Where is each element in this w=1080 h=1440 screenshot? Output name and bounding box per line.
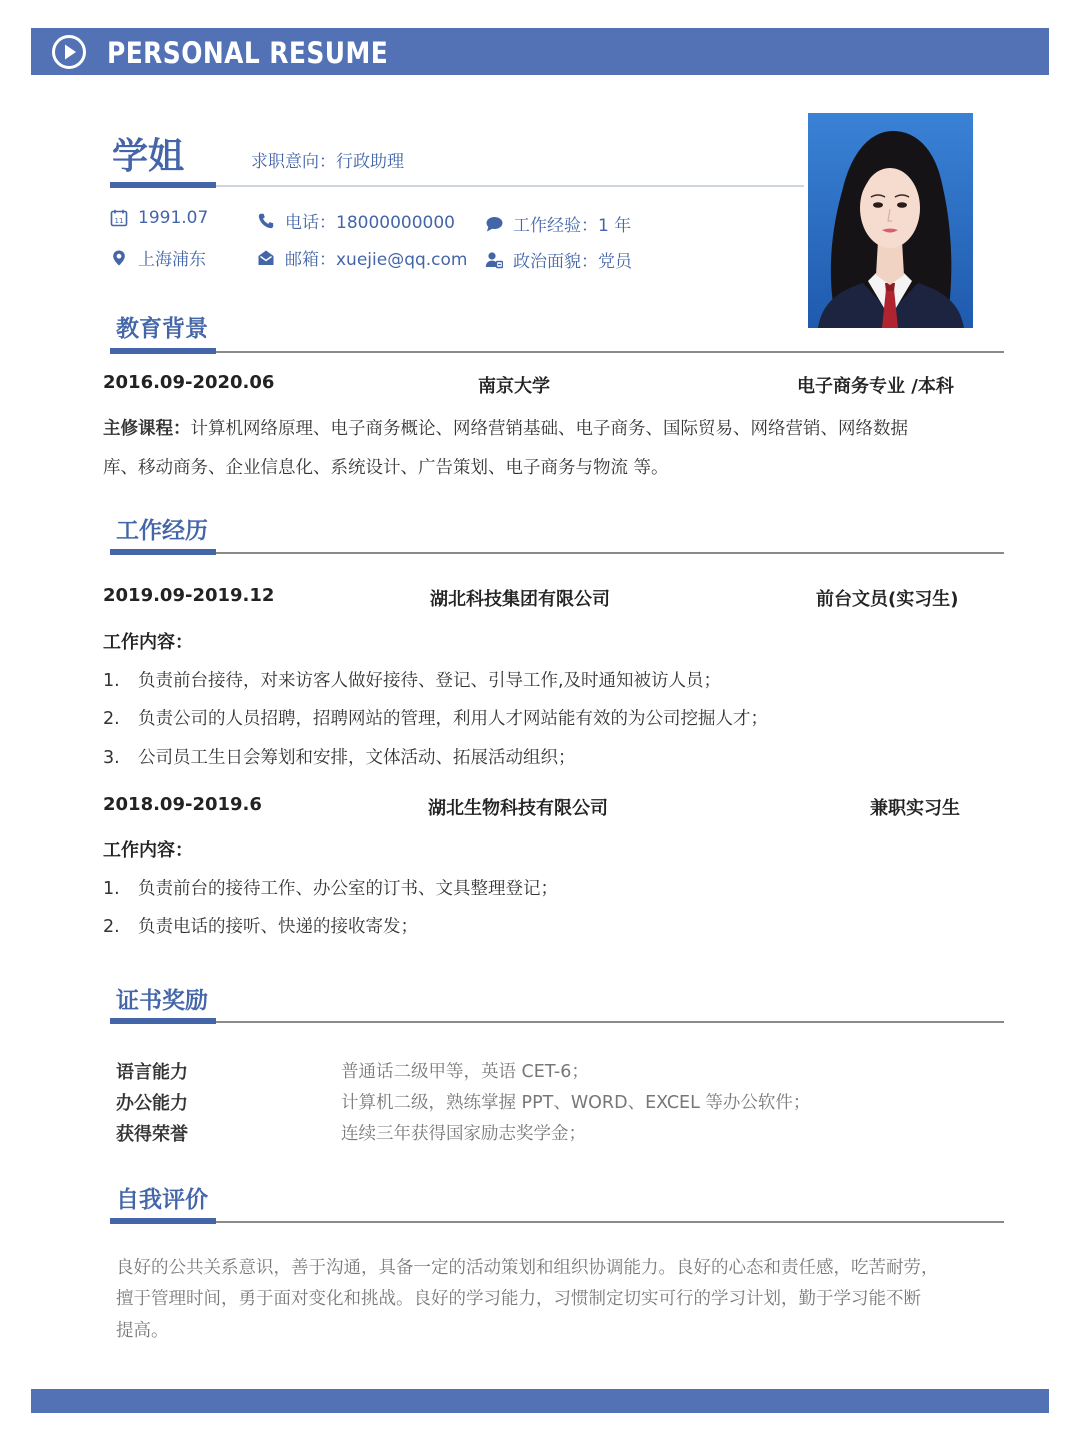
work-divider xyxy=(216,552,1004,554)
education-period: 2016.09-2020.06 xyxy=(103,372,275,393)
job-1-item-2: 2. 负责公司的人员招聘，招聘网站的管理，利用人才网站能有效的为公司挖掘人才； xyxy=(103,709,768,729)
banner-title: PERSONAL RESUME xyxy=(107,36,389,70)
email-text: 邮箱：xuejie@qq.com xyxy=(285,250,468,270)
certificates-divider xyxy=(216,1021,1004,1023)
evaluation-line-1: 良好的公共关系意识，善于沟通，具备一定的活动策划和组织协调能力。良好的心态和责任感，吃苦耐劳， xyxy=(116,1258,939,1278)
job-1-company: 湖北科技集团有限公司 xyxy=(430,589,610,610)
evaluation-line-3: 提高。 xyxy=(116,1321,169,1341)
header-divider xyxy=(216,185,804,187)
evaluation-accent-bar xyxy=(110,1218,216,1224)
certificates-accent-bar xyxy=(110,1018,216,1024)
evaluation-divider xyxy=(216,1221,1004,1223)
education-school: 南京大学 xyxy=(478,376,550,397)
portrait-illustration xyxy=(808,113,973,328)
job-1-item-1: 1. 负责前台接待，对来访客人做好接待、登记、引导工作,及时通知被访人员； xyxy=(103,671,722,691)
birth-date xyxy=(110,208,208,228)
location-text: 上海浦东 xyxy=(138,250,206,270)
education-major: 电子商务专业 /本科 xyxy=(797,376,954,397)
phone-icon xyxy=(257,212,275,230)
cert-value-honors: 连续三年获得国家励志奖学金； xyxy=(341,1124,586,1144)
work-accent-bar xyxy=(110,549,216,555)
profile-photo xyxy=(808,113,973,328)
work-experience xyxy=(485,211,631,236)
job-2-period: 2018.09-2019.6 xyxy=(103,794,262,815)
work-experience-text: 工作经验：1 年 xyxy=(513,216,632,236)
candidate-name: 学姐 xyxy=(112,136,185,177)
cert-label-office: 办公能力 xyxy=(116,1093,188,1114)
phone xyxy=(257,208,455,233)
chat-bubble-icon xyxy=(485,215,503,233)
bottom-banner xyxy=(31,1389,1049,1413)
education-divider xyxy=(216,351,1004,353)
mail-icon xyxy=(257,249,275,267)
location-pin-icon xyxy=(110,249,128,267)
course-line-2: 库、移动商务、企业信息化、系统设计、广告策划、电子商务与物流 等。 xyxy=(103,458,669,478)
location xyxy=(110,245,206,270)
job-1-content-label: 工作内容： xyxy=(103,632,193,653)
job-2-content-label: 工作内容： xyxy=(103,840,193,861)
cert-label-language: 语言能力 xyxy=(116,1062,188,1083)
evaluation-section-title: 自我评价 xyxy=(116,1187,208,1213)
svg-text:11: 11 xyxy=(114,217,124,225)
education-section-title: 教育背景 xyxy=(116,316,208,342)
cert-label-honors: 获得荣誉 xyxy=(116,1124,188,1145)
header-accent-bar xyxy=(110,182,216,188)
job-2-item-1: 1. 负责前台的接待工作、办公室的订书、文具整理登记； xyxy=(103,879,558,899)
course-text-1: 计算机网络原理、电子商务概论、网络营销基础、电子商务、国际贸易、网络营销、网络数据 xyxy=(190,419,908,439)
phone-text: 电话：18000000000 xyxy=(285,213,455,233)
evaluation-line-2: 擅于管理时间，勇于面对变化和挑战。良好的学习能力，习惯制定切实可行的学习计划，勤于学习能不断 xyxy=(116,1289,921,1309)
job-2-position: 兼职实习生 xyxy=(870,798,960,819)
top-banner xyxy=(31,28,1049,75)
certificates-section-title: 证书奖励 xyxy=(116,988,208,1014)
political-status xyxy=(485,247,632,272)
job-1-period: 2019.09-2019.12 xyxy=(103,585,275,606)
education-accent-bar xyxy=(110,348,216,354)
course-line-1 xyxy=(103,415,908,440)
cert-value-language: 普通话二级甲等，英语 CET-6； xyxy=(341,1062,589,1082)
calendar-icon xyxy=(110,209,128,227)
play-circle-icon xyxy=(51,34,87,70)
course-label: 主修课程： xyxy=(103,419,191,439)
work-section-title: 工作经历 xyxy=(116,518,208,544)
user-badge-icon xyxy=(485,251,503,269)
job-1-position: 前台文员(实习生) xyxy=(816,589,959,610)
job-1-item-3: 3. 公司员工生日会筹划和安排，文体活动、拓展活动组织； xyxy=(103,748,576,768)
political-status-text: 政治面貌：党员 xyxy=(513,252,632,272)
email xyxy=(257,245,468,270)
cert-value-office: 计算机二级，熟练掌握 PPT、WORD、EXCEL 等办公软件； xyxy=(341,1093,811,1113)
job-2-company: 湖北生物科技有限公司 xyxy=(428,798,608,819)
birth-date-text: 1991.07 xyxy=(138,208,209,228)
job-2-item-2: 2. 负责电话的接听、快递的接收寄发； xyxy=(103,917,418,937)
job-objective: 求职意向：行政助理 xyxy=(251,152,404,172)
